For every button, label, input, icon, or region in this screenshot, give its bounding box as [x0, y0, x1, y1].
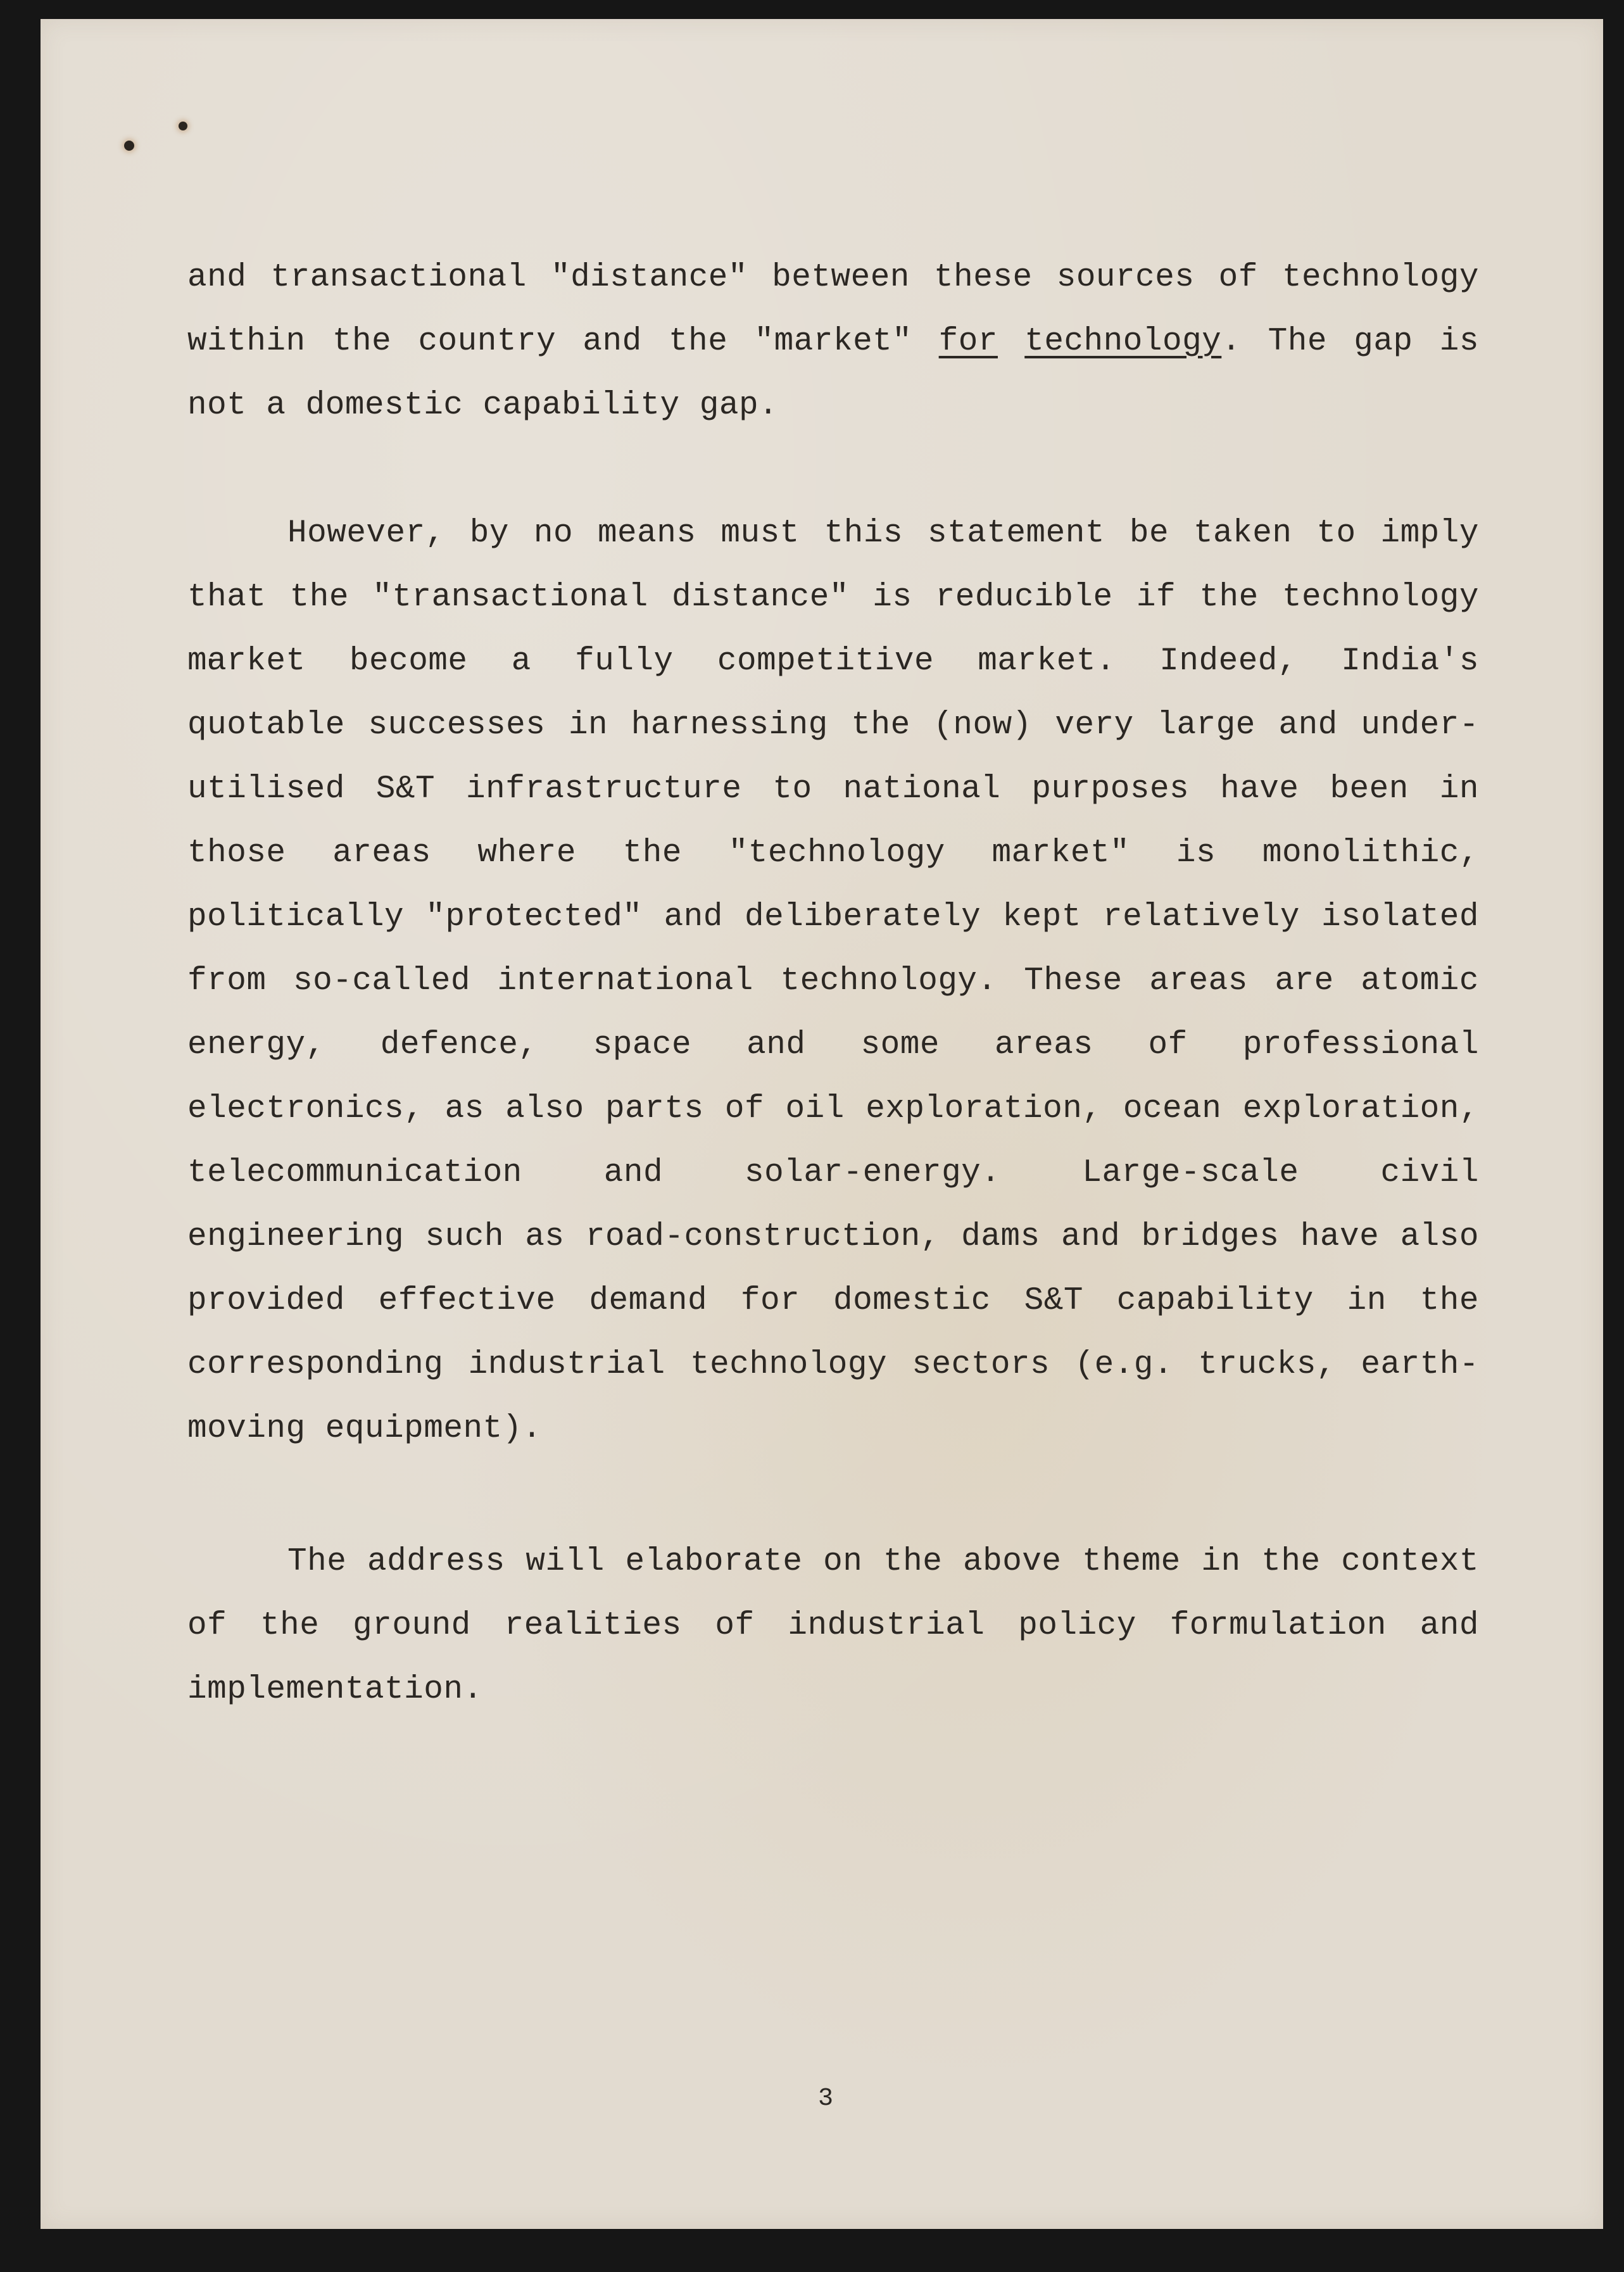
text-line: energy, defence, space and some areas of professional: [187, 1027, 1479, 1063]
text-line: electronics, as also parts of oil exploration, ocean exploration,: [187, 1091, 1479, 1127]
text-line: provided effective demand for domestic S&T capability in the: [187, 1283, 1479, 1319]
text-line: The address will elaborate on the above theme in the context: [287, 1544, 1479, 1580]
text-line: and transactional "distance" between these sources of technology: [187, 260, 1479, 296]
text-line: [187, 310, 1479, 374]
text-line: telecommunication and solar-energy. Large-scale civil: [187, 1155, 1479, 1191]
text-line: that the "transactional distance" is reducible if the technology: [187, 579, 1479, 615]
text-line: corresponding industrial technology sectors (e.g. trucks, earth-: [187, 1347, 1479, 1383]
text-line: those areas where the "technology market" is monolithic,: [187, 835, 1479, 871]
text-line: politically "protected" and deliberately kept relatively isolated: [187, 899, 1479, 935]
paragraph-3: [187, 1530, 1479, 1722]
page-number: 3: [818, 2085, 834, 2113]
text-line: from so-called international technology. These areas are atomic: [187, 963, 1479, 999]
punch-hole-mark: [124, 141, 134, 151]
text-line-start: within the country and the "market": [187, 324, 912, 360]
text-line: moving equipment).: [187, 1411, 542, 1447]
underlined-word-for: for: [938, 324, 998, 360]
text-line: implementation.: [187, 1672, 483, 1708]
text-line: of the ground realities of industrial policy formulation and: [187, 1608, 1479, 1644]
text-line: market become a fully competitive market. Indeed, India's: [187, 643, 1479, 679]
text-line-end: . The gap is: [1221, 324, 1479, 360]
text-line: However, by no means must this statement be taken to imply: [287, 515, 1479, 552]
underlined-word-technology: technology: [1024, 324, 1222, 360]
paragraph-1: [187, 246, 1479, 438]
document-page: [41, 19, 1603, 2229]
text-line: not a domestic capability gap.: [187, 388, 779, 424]
text-line: utilised S&T infrastructure to national purposes have been in: [187, 771, 1479, 807]
paragraph-2: [187, 502, 1479, 1461]
punch-hole-mark: [179, 122, 187, 130]
text-line: engineering such as road-construction, dams and bridges have also: [187, 1219, 1479, 1255]
text-line: quotable successes in harnessing the (now) very large and under-: [187, 707, 1479, 743]
